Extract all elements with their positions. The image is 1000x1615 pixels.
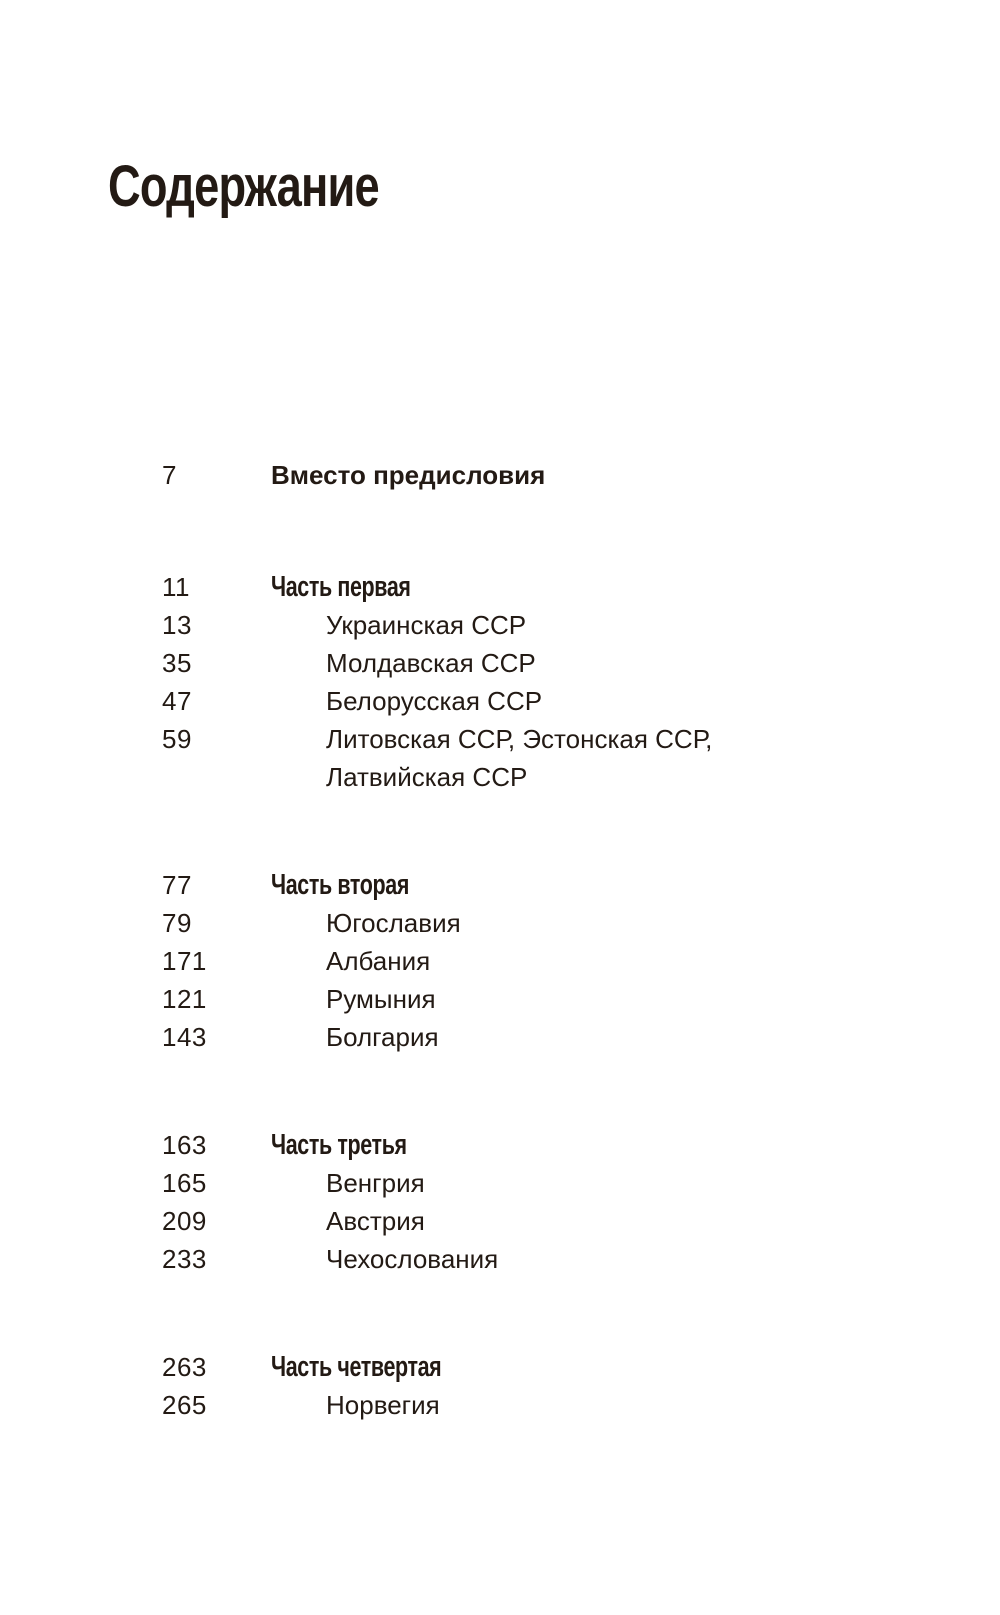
toc-page-number: 11 (162, 572, 190, 602)
toc-page-number: 7 (162, 460, 177, 490)
page-title: Содержание (108, 154, 379, 219)
toc-chapter-title-continuation: Латвийская ССР (326, 762, 528, 792)
toc-page-number: 79 (162, 908, 192, 938)
toc-page-number: 13 (162, 610, 192, 640)
toc-page-number: 47 (162, 686, 192, 716)
toc-page-number: 233 (162, 1244, 207, 1274)
toc-intro-title: Вместо предисловия (271, 460, 546, 490)
toc-page-number: 209 (162, 1206, 207, 1236)
toc-intro-row[interactable] (0, 456, 1000, 494)
toc-part-title: Часть первая (271, 571, 411, 603)
toc-page-number: 265 (162, 1390, 207, 1420)
toc-chapter-title: Чехослования (326, 1244, 499, 1274)
toc-part-row[interactable] (0, 1126, 1000, 1164)
toc-part-row[interactable] (0, 1348, 1000, 1386)
toc-chapter-row[interactable] (0, 606, 1000, 644)
toc-page-number: 121 (162, 984, 207, 1014)
toc-page-number: 163 (162, 1130, 207, 1160)
toc-chapter-row[interactable] (0, 682, 1000, 720)
toc-page-number: 171 (162, 946, 207, 976)
toc-chapter-row[interactable] (0, 1386, 1000, 1424)
toc-page-number: 143 (162, 1022, 207, 1052)
toc-chapter-row[interactable] (0, 904, 1000, 942)
toc-chapter-row[interactable] (0, 980, 1000, 1018)
toc-page-number: 77 (162, 870, 192, 900)
toc-chapter-row[interactable] (0, 720, 1000, 758)
toc-part-title: Часть вторая (271, 869, 409, 901)
toc-chapter-row[interactable] (0, 1240, 1000, 1278)
toc-chapter-title: Болгария (326, 1022, 439, 1052)
toc-chapter-title: Литовская ССР, Эстонская ССР, (326, 724, 713, 754)
toc-page-number: 59 (162, 724, 192, 754)
toc-chapter-title: Венгрия (326, 1168, 425, 1198)
toc-chapter-title: Украинская ССР (326, 610, 527, 640)
toc-page-number: 165 (162, 1168, 207, 1198)
toc-chapter-continuation-row[interactable] (0, 758, 1000, 796)
toc-chapter-title: Югославия (326, 908, 461, 938)
toc-chapter-title: Австрия (326, 1206, 425, 1236)
toc-chapter-row[interactable] (0, 942, 1000, 980)
toc-chapter-row[interactable] (0, 1018, 1000, 1056)
toc-part-row[interactable] (0, 866, 1000, 904)
toc-chapter-title: Албания (326, 946, 431, 976)
toc-chapter-title: Норвегия (326, 1390, 440, 1420)
toc-chapter-row[interactable] (0, 1202, 1000, 1240)
toc-chapter-row[interactable] (0, 1164, 1000, 1202)
toc-part-title: Часть третья (271, 1129, 407, 1161)
toc-chapter-row[interactable] (0, 644, 1000, 682)
toc-part-row[interactable] (0, 568, 1000, 606)
toc-part-title: Часть четвертая (271, 1351, 442, 1383)
toc-page-number: 263 (162, 1352, 207, 1382)
toc-chapter-title: Белорусская ССР (326, 686, 543, 716)
toc-chapter-title: Румыния (326, 984, 436, 1014)
toc-page-number: 35 (162, 648, 192, 678)
toc-chapter-title: Молдавская ССР (326, 648, 536, 678)
